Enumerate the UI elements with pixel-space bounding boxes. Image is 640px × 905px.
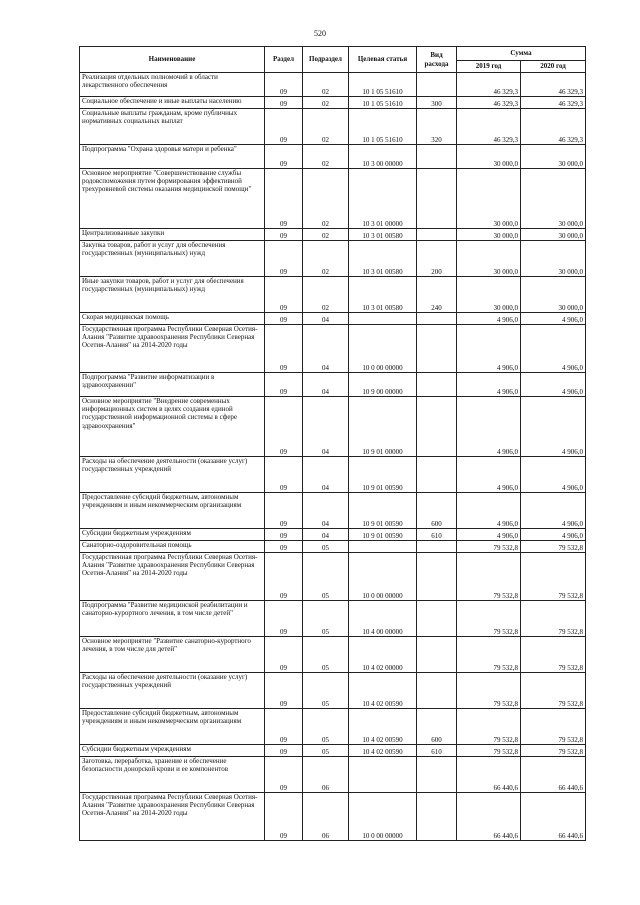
row-section: 09 <box>265 277 303 313</box>
row-sum-2020: 79 532,8 <box>521 745 586 757</box>
row-target-article: 10 4 02 00590 <box>349 709 417 745</box>
row-subsection: 02 <box>303 277 349 313</box>
header-section: Раздел <box>265 47 303 73</box>
row-sum-2020: 79 532,8 <box>521 601 586 637</box>
row-sum-2020: 46 329,3 <box>521 97 586 109</box>
row-subsection: 04 <box>303 493 349 529</box>
table-row <box>80 673 586 709</box>
row-subsection: 06 <box>303 793 349 841</box>
row-expense-type <box>417 397 457 457</box>
row-name: Субсидии бюджетным учреждениям <box>80 529 265 541</box>
row-subsection: 05 <box>303 673 349 709</box>
row-sum-2020: 4 906,0 <box>521 313 586 325</box>
row-name: Централизованные закупки <box>80 229 265 241</box>
row-target-article: 10 4 02 00000 <box>349 637 417 673</box>
row-section: 09 <box>265 757 303 793</box>
row-subsection: 02 <box>303 97 349 109</box>
row-expense-type <box>417 457 457 493</box>
row-expense-type <box>417 793 457 841</box>
row-sum-2019: 46 329,3 <box>457 97 521 109</box>
row-target-article: 10 3 00 00000 <box>349 145 417 169</box>
row-target-article: 10 1 05 51610 <box>349 73 417 97</box>
row-name: Государственная программа Республики Северная Осетия-Алания "Развитие здравоохранения Республики Северная Осетия-Алания" на 2014-2020 годы <box>80 553 265 601</box>
row-expense-type <box>417 169 457 229</box>
row-sum-2020: 30 000,0 <box>521 277 586 313</box>
row-sum-2020: 4 906,0 <box>521 529 586 541</box>
row-name: Реализация отдельных полномочий в области лекарственного обеспечения <box>80 73 265 97</box>
row-sum-2019: 66 440,6 <box>457 793 521 841</box>
row-name: Санаторно-оздоровительная помощь <box>80 541 265 553</box>
row-expense-type: 300 <box>417 97 457 109</box>
row-subsection: 04 <box>303 325 349 373</box>
table-row <box>80 553 586 601</box>
table-row <box>80 529 586 541</box>
row-target-article: 10 9 01 00590 <box>349 529 417 541</box>
row-sum-2019: 79 532,8 <box>457 637 521 673</box>
row-sum-2019: 79 532,8 <box>457 601 521 637</box>
row-sum-2019: 66 440,6 <box>457 757 521 793</box>
table-row <box>80 709 586 745</box>
table-row <box>80 277 586 313</box>
row-target-article <box>349 757 417 793</box>
row-target-article: 10 9 01 00000 <box>349 397 417 457</box>
row-section: 09 <box>265 97 303 109</box>
row-target-article: 10 3 01 00580 <box>349 229 417 241</box>
row-subsection: 05 <box>303 541 349 553</box>
row-sum-2020: 30 000,0 <box>521 169 586 229</box>
header-year-2019: 2019 год <box>457 61 521 73</box>
row-section: 09 <box>265 457 303 493</box>
row-sum-2020: 46 329,3 <box>521 109 586 145</box>
table-row <box>80 793 586 841</box>
row-subsection: 04 <box>303 313 349 325</box>
header-name: Наименование <box>80 47 265 73</box>
row-sum-2019: 30 000,0 <box>457 229 521 241</box>
table-row <box>80 493 586 529</box>
table-row <box>80 145 586 169</box>
row-subsection: 05 <box>303 709 349 745</box>
row-section: 09 <box>265 397 303 457</box>
row-sum-2020: 79 532,8 <box>521 673 586 709</box>
table-row <box>80 73 586 97</box>
table-row <box>80 229 586 241</box>
row-subsection: 05 <box>303 553 349 601</box>
header-sum: Сумма <box>457 47 586 61</box>
row-subsection: 02 <box>303 241 349 277</box>
row-subsection: 04 <box>303 457 349 493</box>
row-sum-2020: 4 906,0 <box>521 457 586 493</box>
row-expense-type <box>417 601 457 637</box>
row-target-article: 10 3 01 00580 <box>349 277 417 313</box>
row-target-article: 10 3 01 00000 <box>349 169 417 229</box>
row-sum-2020: 30 000,0 <box>521 241 586 277</box>
table-row <box>80 601 586 637</box>
row-subsection: 02 <box>303 109 349 145</box>
row-expense-type <box>417 145 457 169</box>
row-subsection: 04 <box>303 397 349 457</box>
table-row <box>80 541 586 553</box>
row-name: Субсидии бюджетным учреждениям <box>80 745 265 757</box>
row-target-article: 10 4 02 00590 <box>349 673 417 709</box>
table-row <box>80 97 586 109</box>
table-row <box>80 313 586 325</box>
row-sum-2020: 30 000,0 <box>521 229 586 241</box>
row-section: 09 <box>265 673 303 709</box>
row-name: Социальное обеспечение и иные выплаты населению <box>80 97 265 109</box>
row-sum-2019: 30 000,0 <box>457 241 521 277</box>
row-subsection: 06 <box>303 757 349 793</box>
row-expense-type <box>417 541 457 553</box>
row-expense-type <box>417 313 457 325</box>
row-section: 09 <box>265 601 303 637</box>
row-sum-2020: 30 000,0 <box>521 145 586 169</box>
row-section: 09 <box>265 793 303 841</box>
row-target-article: 10 1 05 51610 <box>349 109 417 145</box>
row-name: Расходы на обеспечение деятельности (оказание услуг) государственных учреждений <box>80 673 265 709</box>
row-name: Скорая медицинская помощь <box>80 313 265 325</box>
row-sum-2019: 79 532,8 <box>457 553 521 601</box>
row-sum-2019: 30 000,0 <box>457 277 521 313</box>
row-sum-2020: 66 440,6 <box>521 757 586 793</box>
row-section: 09 <box>265 553 303 601</box>
row-sum-2019: 4 906,0 <box>457 313 521 325</box>
row-expense-type: 240 <box>417 277 457 313</box>
row-expense-type: 320 <box>417 109 457 145</box>
row-sum-2019: 4 906,0 <box>457 397 521 457</box>
table-row <box>80 457 586 493</box>
row-sum-2020: 79 532,8 <box>521 637 586 673</box>
row-subsection: 02 <box>303 73 349 97</box>
row-section: 09 <box>265 493 303 529</box>
row-section: 09 <box>265 637 303 673</box>
table-row <box>80 745 586 757</box>
row-subsection: 05 <box>303 745 349 757</box>
header-year-2020: 2020 год <box>521 61 586 73</box>
row-expense-type: 600 <box>417 709 457 745</box>
row-subsection: 02 <box>303 145 349 169</box>
row-name: Государственная программа Республики Северная Осетия-Алания "Развитие здравоохранения Республики Северная Осетия-Алания" на 2014-2020 годы <box>80 325 265 373</box>
row-sum-2019: 46 329,3 <box>457 109 521 145</box>
row-name: Подпрограмма "Развитие медицинской реабилитации и санаторно-курортного лечения, в том числе детей" <box>80 601 265 637</box>
row-subsection: 05 <box>303 601 349 637</box>
row-sum-2019: 4 906,0 <box>457 457 521 493</box>
table-row <box>80 637 586 673</box>
row-sum-2019: 4 906,0 <box>457 529 521 541</box>
row-section: 09 <box>265 745 303 757</box>
row-target-article: 10 9 01 00590 <box>349 493 417 529</box>
row-name: Государственная программа Республики Северная Осетия-Алания "Развитие здравоохранения Республики Северная Осетия-Алания" на 2014-2020 годы <box>80 793 265 841</box>
row-sum-2020: 4 906,0 <box>521 373 586 397</box>
row-sum-2020: 79 532,8 <box>521 541 586 553</box>
row-name: Социальные выплаты гражданам, кроме публичных нормативных социальных выплат <box>80 109 265 145</box>
row-sum-2020: 79 532,8 <box>521 709 586 745</box>
row-sum-2019: 79 532,8 <box>457 745 521 757</box>
budget-table <box>79 46 586 841</box>
header-target-article: Целевая статья <box>349 47 417 73</box>
row-sum-2019: 4 906,0 <box>457 325 521 373</box>
row-sum-2020: 66 440,6 <box>521 793 586 841</box>
header-subsection: Подраздел <box>303 47 349 73</box>
row-sum-2019: 4 906,0 <box>457 373 521 397</box>
row-sum-2019: 46 329,3 <box>457 73 521 97</box>
row-expense-type: 600 <box>417 493 457 529</box>
row-section: 09 <box>265 229 303 241</box>
table-row <box>80 373 586 397</box>
row-name: Иные закупки товаров, работ и услуг для обеспечения государственных (муниципальных) нужд <box>80 277 265 313</box>
row-section: 09 <box>265 313 303 325</box>
row-target-article: 10 0 00 00000 <box>349 553 417 601</box>
row-target-article: 10 1 05 51610 <box>349 97 417 109</box>
row-section: 09 <box>265 109 303 145</box>
row-sum-2019: 79 532,8 <box>457 673 521 709</box>
row-target-article: 10 0 00 00000 <box>349 325 417 373</box>
row-expense-type <box>417 553 457 601</box>
row-subsection: 02 <box>303 169 349 229</box>
table-row <box>80 169 586 229</box>
row-expense-type: 610 <box>417 529 457 541</box>
row-target-article: 10 4 00 00000 <box>349 601 417 637</box>
row-target-article: 10 9 00 00000 <box>349 373 417 397</box>
row-name: Расходы на обеспечение деятельности (оказание услуг) государственных учреждений <box>80 457 265 493</box>
row-sum-2019: 79 532,8 <box>457 541 521 553</box>
row-subsection: 04 <box>303 529 349 541</box>
table-row <box>80 325 586 373</box>
row-target-article <box>349 313 417 325</box>
table-row <box>80 397 586 457</box>
row-section: 09 <box>265 241 303 277</box>
row-section: 09 <box>265 73 303 97</box>
row-subsection: 04 <box>303 373 349 397</box>
row-section: 09 <box>265 709 303 745</box>
row-expense-type <box>417 373 457 397</box>
table-row <box>80 241 586 277</box>
row-target-article <box>349 541 417 553</box>
row-subsection: 02 <box>303 229 349 241</box>
row-expense-type: 200 <box>417 241 457 277</box>
row-name: Подпрограмма "Развитие информатизации в здравоохранении" <box>80 373 265 397</box>
row-sum-2020: 46 329,3 <box>521 73 586 97</box>
row-sum-2019: 79 532,8 <box>457 709 521 745</box>
row-expense-type: 610 <box>417 745 457 757</box>
page-number: 520 <box>314 29 326 38</box>
row-subsection: 05 <box>303 637 349 673</box>
row-expense-type <box>417 325 457 373</box>
row-sum-2020: 4 906,0 <box>521 325 586 373</box>
row-name: Подпрограмма "Охрана здоровья матери и ребенка" <box>80 145 265 169</box>
row-target-article: 10 0 00 00000 <box>349 793 417 841</box>
row-name: Заготовка, переработка, хранение и обеспечение безопасности донорской крови и ее компонентов <box>80 757 265 793</box>
row-section: 09 <box>265 325 303 373</box>
row-name: Основное мероприятие "Внедрение современных информационных систем в целях создания единой государственной информационной системы в сфере здравоохранения" <box>80 397 265 457</box>
row-sum-2019: 30 000,0 <box>457 169 521 229</box>
row-section: 09 <box>265 169 303 229</box>
row-expense-type <box>417 73 457 97</box>
row-section: 09 <box>265 541 303 553</box>
row-name: Основное мероприятие "Развитие санаторно-курортного лечения, в том числе для детей" <box>80 637 265 673</box>
row-target-article: 10 3 01 00580 <box>349 241 417 277</box>
header-expense-type: Вид расхода <box>417 47 457 73</box>
row-target-article: 10 4 02 00590 <box>349 745 417 757</box>
row-expense-type <box>417 757 457 793</box>
row-expense-type <box>417 637 457 673</box>
row-sum-2019: 4 906,0 <box>457 493 521 529</box>
row-name: Предоставление субсидий бюджетным, автономным учреждениям и иным некоммерческим организациям <box>80 709 265 745</box>
row-section: 09 <box>265 529 303 541</box>
row-expense-type <box>417 673 457 709</box>
row-section: 09 <box>265 145 303 169</box>
row-expense-type <box>417 229 457 241</box>
row-sum-2020: 4 906,0 <box>521 397 586 457</box>
row-sum-2019: 30 000,0 <box>457 145 521 169</box>
row-name: Основное мероприятие "Совершенствование службы родовспоможения путем формирования эффективной трехуровневой системы оказания медицинской помощи" <box>80 169 265 229</box>
table-row <box>80 109 586 145</box>
row-section: 09 <box>265 373 303 397</box>
table-row <box>80 757 586 793</box>
row-sum-2020: 4 906,0 <box>521 493 586 529</box>
row-name: Предоставление субсидий бюджетным, автономным учреждениям и иным некоммерческим организациям <box>80 493 265 529</box>
row-sum-2020: 79 532,8 <box>521 553 586 601</box>
row-name: Закупка товаров, работ и услуг для обеспечения государственных (муниципальных) нужд <box>80 241 265 277</box>
row-target-article: 10 9 01 00590 <box>349 457 417 493</box>
